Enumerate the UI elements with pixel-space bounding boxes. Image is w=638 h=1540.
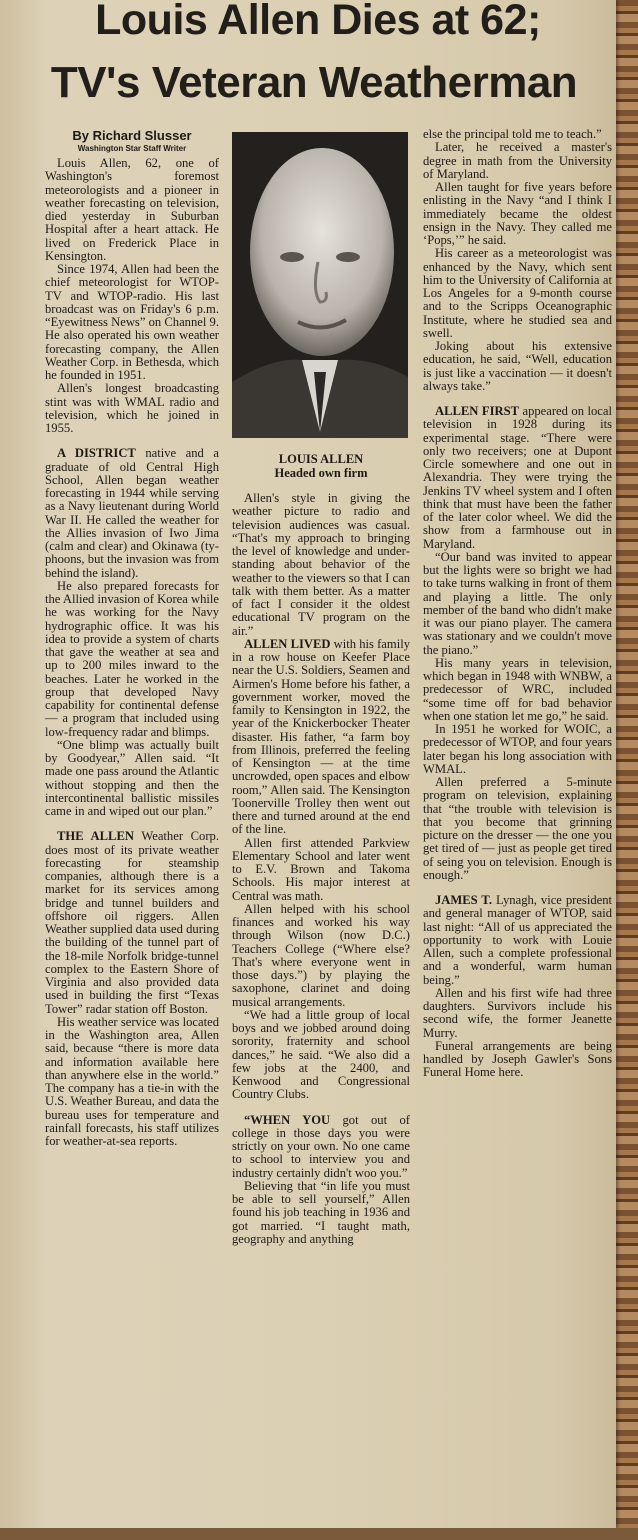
byline-affiliation: Washington Star Staff Writer	[77, 144, 187, 153]
article-paragraph	[232, 1180, 410, 1246]
article-paragraph	[423, 987, 612, 1040]
paragraph-text: He also prepared forecasts for the Allied invasion of Korea while he was working for the Navy hydrographic office. It was his idea to provide a system of charts that gave the weather at sea and up to 200 miles inward to the beaches. Later he worked in the group that developed Navy capability for continental defense — a program that included using low-frequency radar and blimps.	[45, 578, 219, 739]
paragraph-text: Allen first attended Parkview Elementary School and later went to E.V. Brown and Takoma Schools. His major interest at Central was math.	[232, 835, 410, 903]
paragraph-text: Weather Corp. does most of its private weather forecasting for steamship companies, although there is a market for its services among bridge and tunnel builders and offshore oil riggers. Allen Weather supplied data used during the building of the tunnel part of the 18-mile Norfolk bridge-tunnel complex to the Eastern Shore of Virginia and also provided data used in building the first “Texas Tower” radar station off Boston.	[45, 829, 219, 1016]
article-column-3	[423, 128, 612, 1080]
article-paragraph	[45, 447, 219, 580]
paragraph-lead-in: A DISTRICT	[57, 446, 136, 461]
paragraph-text: else the principal told me to teach.”	[423, 127, 602, 141]
paragraph-lead-in: ALLEN LIVED	[244, 636, 331, 651]
article-paragraph	[423, 181, 612, 247]
paragraph-text: Joking about his extensive education, he said, “Well, education is just like a vaccination — it doesn't always take.”	[423, 339, 612, 393]
article-paragraph	[45, 382, 219, 435]
paragraph-text: Believing that “in life you must be able to sell yourself,” Allen found his job teaching in 1936 and got married. “I taught math, geography and anything	[232, 1178, 410, 1246]
article-paragraph	[232, 837, 410, 903]
paragraph-text: Allen's longest broadcasting stint was with WMAL radio and television, which he joined in 1955.	[45, 381, 219, 435]
article-paragraph	[423, 894, 612, 987]
article-paragraph	[45, 739, 219, 819]
paragraph-text: Later, he received a master's degree in math from the University of Maryland.	[423, 140, 612, 181]
article-paragraph	[45, 580, 219, 739]
paragraph-text: got out of college in those days you were strictly on your own. No one came to school to interview you and industry certainly didn't woo you.”	[232, 1112, 410, 1180]
paragraph-lead-in: ALLEN FIRST	[435, 404, 519, 418]
paragraph-text: with his family in a row house on Keefer Place near the U.S. Soldiers, Seamen and Airmen's Home before his father, a government worker, moved the family to Kensington in 1922, the year of the Knickerbocker Theater disaster. His father, “a farm boy from Illinois, preferred the feeling of Kensington — at the time uncrowded, open spaces and elbow room,” Allen said. The Kensington Toonerville Trolley then went out there and turned around at the end of the line.	[232, 636, 411, 837]
article-column-1	[45, 128, 219, 1148]
paragraph-text: His many years in television, which began in 1948 with WNBW, a predecessor of WRC, included “some time off for bad behavior when one station let me go,” he said.	[423, 655, 612, 723]
paragraph-lead-in: THE ALLEN	[57, 829, 134, 844]
paragraph-text: His career as a meteorologist was enhanced by the Navy, which sent him to the University of California at Los Angeles for a 9-month course and to the Scripps Oceanographic Institute, where he studied sea and swell.	[423, 246, 612, 340]
paragraph-text: native and a graduate of old Central High School, Allen began weather forecasting in 1944 while serving as a Navy lieutenant during World War II. He called the weather for the Allies invasion of Iwo Jima (calm and clear) and Okinawa (typhoons, but the invasion was from behind the island).	[45, 446, 219, 580]
article-paragraph	[423, 1040, 612, 1080]
paragraph-text: Allen and his first wife had three daughters. Survivors include his second wife, the former Jeanette Murry.	[423, 985, 612, 1040]
paragraph-text: Lynagh, vice president and general manager of WTOP, said last night: “All of us appreciated the opportunity to work with Louie Allen, such a complete professional and a wonderful, warm human being.”	[423, 893, 613, 987]
portrait-image	[232, 132, 408, 438]
caption-subtitle: Headed own firm	[274, 466, 368, 480]
article-paragraph	[232, 1009, 410, 1102]
article-paragraph	[45, 1016, 219, 1149]
paragraph-text: Since 1974, Allen had been the chief meteorologist for WTOP-TV and WTOP-radio. His last broadcast was on Friday's 6 p.m. “Eyewitness News” on Channel 9. He also operated his own weather forecasting company, the Allen Weather Corp. in Bethesda, which he founded in 1951.	[45, 262, 219, 382]
article-paragraph	[423, 405, 612, 551]
article-paragraph	[232, 492, 410, 638]
paragraph-lead-in: “WHEN YOU	[244, 1112, 331, 1127]
paragraph-text: In 1951 he worked for WOIC, a predecessor of WTOP, and four years later began his long association with WMAL.	[423, 722, 612, 776]
caption-name: LOUIS ALLEN	[278, 452, 364, 466]
paragraph-text: His weather service was located in the Washington area, Allen said, because “there is more data and information available here than anywhere else in the world.” The company has a tie-in with the U.S. Weather Bureau, and data the bureau uses for temperature and rainfall forecasts, his staff utilizes for weather-at-sea reports.	[45, 1014, 219, 1148]
article-paragraph	[232, 903, 410, 1009]
article-paragraph	[423, 723, 612, 776]
article-paragraph	[423, 776, 612, 882]
article-paragraph	[423, 141, 612, 181]
article-paragraph	[232, 1114, 410, 1180]
article-paragraph	[45, 263, 219, 382]
article-paragraph	[423, 551, 612, 657]
table-edge	[0, 1528, 638, 1540]
byline-author: By Richard Slusser	[72, 128, 192, 143]
headline-line-1: Louis Allen Dies at 62;	[95, 0, 541, 44]
article-paragraph	[423, 128, 612, 141]
paragraph-text: Funeral arrangements are being handled by Joseph Gawler's Sons Funeral Home here.	[423, 1038, 612, 1080]
paragraph-text: Louis Allen, 62, one of Washington's foremost meteorologists and a pioneer in weather forecasting on television, died yesterday in Suburban Hospital after a heart attack. He lived on Frederick Place in Kensington.	[45, 156, 219, 263]
article-paragraph	[423, 247, 612, 340]
paragraph-text: “One blimp was actually built by Goodyear,” Allen said. “It made one pass around the Atlantic without stopping and then the intercontinental ballistic missiles came in and wiped out our plan.”	[45, 737, 219, 818]
portrait-photo	[232, 132, 408, 438]
paragraph-text: “We had a little group of local boys and we jobbed around doing sorority, fraternity and school dances,” he said. “We also did a few jobs at the 2400, and Kenwood and Congressional Country Clubs.	[232, 1007, 410, 1102]
headline-line-2: TV's Veteran Weatherman	[50, 58, 578, 107]
wood-background	[616, 0, 638, 1540]
article-paragraph	[423, 340, 612, 393]
paragraph-text: “Our band was invited to appear but the lights were so bright we had to take turns walking in front of them and playing a little. The only member of the band who didn't make it was our piano player. The camera was stationary and we couldn't move the piano.”	[423, 549, 612, 657]
paragraph-text: Allen's style in giving the weather picture to radio and television audiences was casual. “That's my approach to bringing the level of knowledge and understanding about behavior of the weather to the viewers so that I can talk with them better. As a matter of fact I consider it the oldest educational TV program on the air.”	[232, 491, 410, 638]
paragraph-text: Allen preferred a 5-minute program on television, explaining that “the trouble with television is that you become that grinning picture on the dresser — the one you get tired of — just as people get tired of seing you on television. Enough is enough.”	[423, 775, 612, 882]
photo-caption	[232, 452, 410, 480]
paragraph-text: Allen taught for five years before enlisting in the Navy “and I think I immediately became the oldest ensign in the Navy. They called me ‘Pops,’” he said.	[423, 180, 612, 247]
paragraph-text: Allen helped with his school finances and worked his way through Wilson (now D.C.) Teachers College (“Where else? That's where everyone went in those days.”) by playing the saxophone, clarinet and doing musical arrangements.	[232, 901, 410, 1009]
article-column-2	[232, 492, 410, 1246]
article-paragraph	[45, 830, 219, 1016]
article-paragraph	[45, 157, 219, 263]
article-paragraph	[423, 657, 612, 723]
paragraph-lead-in: JAMES T.	[435, 893, 493, 907]
article-paragraph	[232, 638, 410, 837]
paragraph-text: appeared on local television in 1928 during its experimental stage. “There were only two receivers; one at Dupont Circle somewhere and one out in Alexandria. They were trying the Jenkins TV wheel system and I often think that must have been the father of the later color wheel. We did the show from a farmhouse out in Maryland.	[423, 404, 612, 551]
